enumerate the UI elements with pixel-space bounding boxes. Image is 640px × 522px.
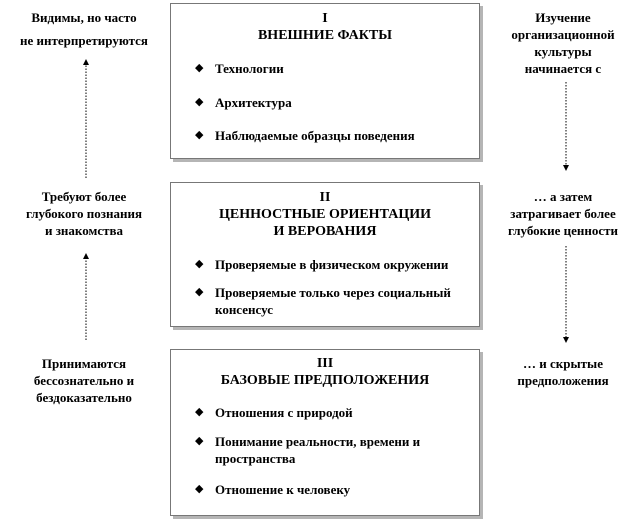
diamond-bullet-icon: ◆ xyxy=(195,258,204,270)
diamond-bullet-icon: ◆ xyxy=(195,435,204,447)
level-3-number: III xyxy=(316,356,334,371)
left-note-1 xyxy=(4,9,164,49)
left-note-3 xyxy=(4,355,164,406)
item-text: Понимание реальности, времени и пространства xyxy=(215,434,421,466)
note-line: … а затем xyxy=(533,189,593,204)
note-line: начинается с xyxy=(524,61,602,76)
level-1-item xyxy=(171,127,479,144)
note-line: … и скрытые xyxy=(523,356,603,371)
diamond-bullet-icon: ◆ xyxy=(195,286,204,298)
right-note-2 xyxy=(488,188,638,239)
diamond-bullet-icon: ◆ xyxy=(195,406,204,418)
level-2-box xyxy=(170,182,480,327)
level-3-item xyxy=(171,404,479,421)
item-text: Технологии xyxy=(215,61,284,76)
note-line: Видимы, но часто xyxy=(31,10,137,25)
level-1-number: I xyxy=(322,11,328,26)
level-1-item xyxy=(171,60,479,77)
level-2-title-line: И ВЕРОВАНИЯ xyxy=(273,224,377,239)
item-text: Отношения с природой xyxy=(215,405,353,420)
item-text: Отношение к человеку xyxy=(215,482,351,497)
note-line: Изучение xyxy=(535,10,591,25)
item-text: Проверяемые в физическом окружении xyxy=(215,257,449,272)
note-line: предположения xyxy=(517,373,609,388)
item-text: Проверяемые только через социальный консенсус xyxy=(215,285,451,317)
level-1-item xyxy=(171,94,479,111)
note-line: и знакомства xyxy=(44,223,124,238)
note-line: глубокого познания xyxy=(25,206,143,221)
note-line: глубокие ценности xyxy=(507,223,619,238)
diamond-bullet-icon: ◆ xyxy=(195,62,204,74)
right-note-1 xyxy=(488,9,638,77)
level-3-title: БАЗОВЫЕ ПРЕДПОЛОЖЕНИЯ xyxy=(220,373,430,388)
item-text: Архитектура xyxy=(215,95,292,110)
level-1-title: ВНЕШНИЕ ФАКТЫ xyxy=(257,28,393,43)
level-3-box xyxy=(170,349,480,516)
note-line: не интерпретируются xyxy=(20,33,148,48)
right-note-3 xyxy=(488,355,638,389)
level-2-title-line: ЦЕННОСТНЫЕ ОРИЕНТАЦИИ xyxy=(219,207,431,222)
level-3-item xyxy=(171,481,479,498)
note-line: затрагивает более xyxy=(510,206,616,221)
level-2-item xyxy=(171,284,479,318)
level-2-item xyxy=(171,256,479,273)
level-1-box xyxy=(170,3,480,159)
diamond-bullet-icon: ◆ xyxy=(195,96,204,108)
level-2-number: II xyxy=(319,190,331,205)
level-3-item xyxy=(171,433,479,467)
note-line: бездоказательно xyxy=(36,390,132,405)
note-line: Принимаются xyxy=(41,356,127,371)
note-line: организационной xyxy=(511,27,615,42)
note-line: Требуют более xyxy=(41,189,127,204)
note-line: культуры xyxy=(534,44,592,59)
item-text: Наблюдаемые образцы поведения xyxy=(215,128,415,143)
diamond-bullet-icon: ◆ xyxy=(195,483,204,495)
diamond-bullet-icon: ◆ xyxy=(195,129,204,141)
note-line: бессознательно и xyxy=(33,373,135,388)
left-note-2 xyxy=(4,188,164,239)
